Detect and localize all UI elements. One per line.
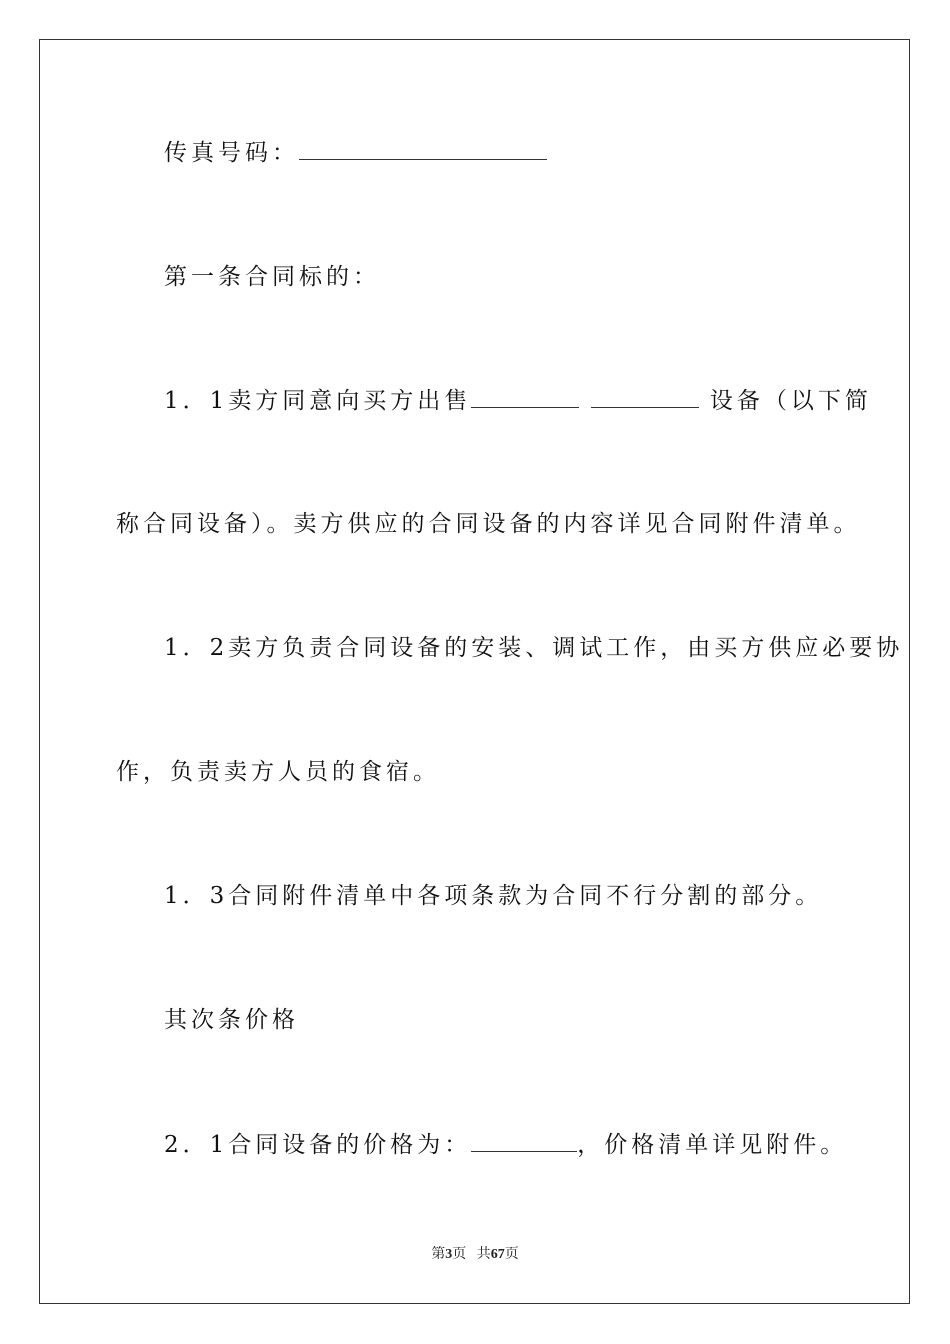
item-2-1-line [164,1129,847,1160]
item-1-2-line-2: 作，负责卖方人员的食宿。 [116,759,440,785]
article-1-title: 第一条合同标的： [164,264,380,290]
item-1-3-line: 1．3合同附件清单中各项条款为合同不行分割的部分。 [164,883,823,909]
item-2-1-blank [471,1129,577,1152]
footer-page-total: 67 [490,1247,505,1262]
footer-page-prefix: 第 [431,1247,446,1262]
item-1-2-line-1: 1．2卖方负责合同设备的安装、调试工作，由买方供应必要协 [164,635,904,661]
item-1-1-line-1 [164,385,872,416]
item-2-1-text-a: 2．1合同设备的价格为： [164,1132,472,1158]
footer-total-suffix: 页 [504,1247,519,1262]
item-1-1-blank-2 [591,385,699,408]
item-2-1-text-b: ，价格清单详见附件。 [577,1132,848,1158]
footer-page-current: 3 [445,1247,453,1262]
footer-page-suffix: 页 [452,1247,467,1262]
item-1-1-text-b: 设备（以下简 [709,388,872,414]
fax-blank [299,137,547,160]
fax-line [164,137,547,168]
item-1-1-blank-1 [471,385,579,408]
article-2-title: 其次条价格 [164,1007,299,1033]
fax-label: 传真号码： [164,140,299,166]
footer-total-prefix: 共 [476,1247,491,1262]
page-border [39,39,910,1304]
page-footer [0,1246,950,1264]
item-1-1-text-a: 1．1卖方同意向买方出售 [164,388,472,414]
item-1-1-line-2: 称合同设备）。卖方供应的合同设备的内容详见合同附件清单。 [116,511,861,537]
